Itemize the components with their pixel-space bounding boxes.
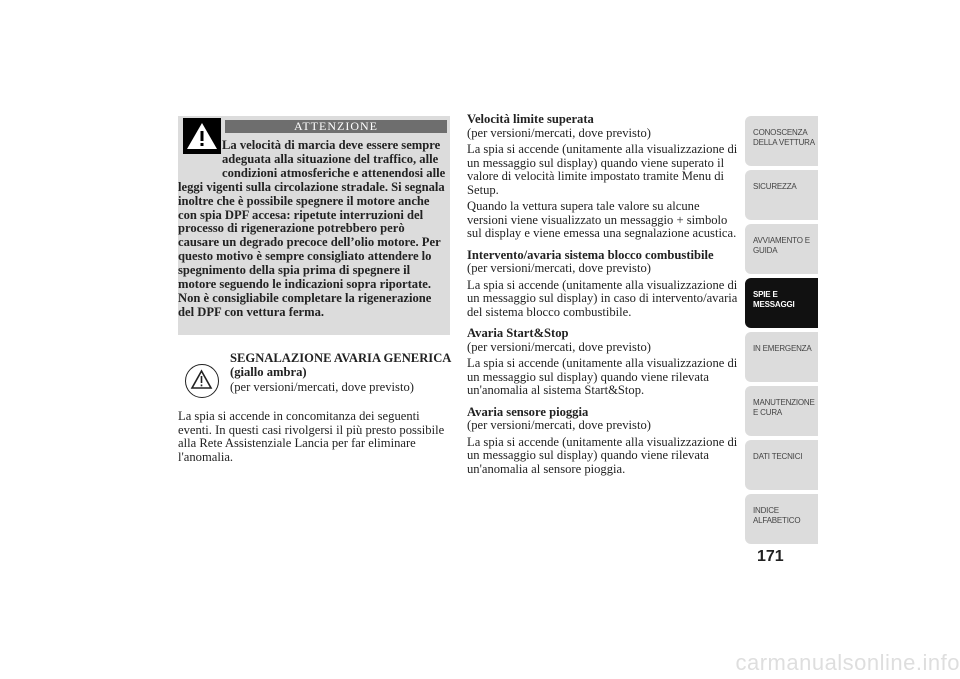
section-paragraph: La spia si accende (unitamente alla visualizzazione di un messaggio sul display) quando viene rilevata un'anomalia al sistema Start&Stop. xyxy=(467,356,738,397)
section-title: Avaria sensore pioggia xyxy=(467,404,589,419)
generic-fault-icon-frame xyxy=(185,364,219,398)
warning-text xyxy=(178,139,446,320)
tab-indice-alfabetico[interactable]: INDICE ALFABETICO xyxy=(745,494,818,544)
warning-header: ATTENZIONE xyxy=(225,120,447,133)
section-subtitle: (per versioni/mercati, dove previsto) xyxy=(467,261,651,275)
tab-conoscenza-della-vettura[interactable]: CONOSCENZA DELLA VETTURA xyxy=(745,116,818,166)
tab-manutenzione-e-cura[interactable]: MANUTENZIONE E CURA xyxy=(745,386,818,436)
section-subtitle: (per versioni/mercati, dove previsto) xyxy=(467,125,651,140)
generic-fault-title: SEGNALAZIONE AVARIA GENERICA (giallo ambra) xyxy=(230,351,451,379)
right-column xyxy=(467,113,741,484)
generic-fault-text: La spia si accende in concomitanza dei seguenti eventi. In questi casi rivolgersi il più presto possibile alla Rete Assistenziale Lancia per far eliminare l'anomalia. xyxy=(178,409,445,464)
tab-spie-e-messaggi[interactable]: SPIE E MESSAGGI xyxy=(745,278,818,328)
section-subtitle: (per versioni/mercati, dove previsto) xyxy=(467,339,651,354)
section-paragraph: La spia si accende (unitamente alla visualizzazione di un messaggio sul display) quando viene superato il valore di velocità limite impostato tramite Menu di Setup. xyxy=(467,142,738,197)
generic-fault-triangle-icon xyxy=(186,365,217,396)
chapter-tabs xyxy=(745,116,818,544)
section-rain-sensor xyxy=(467,406,741,477)
page-number: 171 xyxy=(757,548,784,565)
section-paragraph: La spia si accende (unitamente alla visualizzazione di un messaggio sul display) quando viene rilevata un'anomalia al sensore pioggia. xyxy=(467,434,738,476)
section-paragraph: Quando la vettura supera tale valore su alcune versioni viene visualizzato un messaggio + simbolo sul display e viene emessa una segnalazione acustica. xyxy=(467,199,737,240)
section-title: Velocità limite superata xyxy=(467,112,594,126)
tab-avviamento-e-guida[interactable]: AVVIAMENTO E GUIDA xyxy=(745,224,818,274)
tab-sicurezza[interactable]: SICUREZZA xyxy=(745,170,818,220)
section-subtitle: (per versioni/mercati, dove previsto) xyxy=(467,418,651,432)
section-paragraph: La spia si accende (unitamente alla visualizzazione di un messaggio sul display) in caso di intervento/avaria del sistema blocco combustibile. xyxy=(467,277,738,319)
warning-text-content: La velocità di marcia deve essere sempre adeguata alla situazione del traffico, alle condizioni atmosferiche e attenendosi alle leggi vigenti sulla circolazione stradale. Si segnala inoltre che è possibile spegnere il motore anche con spia DPF accesa: ripetute interruzioni del processo di rigenerazione potrebbero però causare un degrado precoce dell’olio motore. Per questo motivo è sempre consigliato attendere lo spegnimento della spia prima di spegnere il motore seguendo le indicazioni sopra riportate. Non è consigliabile completare la rigenerazione del DPF con vettura ferma. xyxy=(178,138,446,319)
tab-in-emergenza[interactable]: IN EMERGENZA xyxy=(745,332,818,382)
section-title: Avaria Start&Stop xyxy=(467,326,569,340)
section-speed-limit xyxy=(467,113,741,241)
section-fuel-block xyxy=(467,249,741,320)
watermark: carmanualsonline.info xyxy=(735,650,960,675)
tab-dati-tecnici[interactable]: DATI TECNICI xyxy=(745,440,818,490)
section-title: Intervento/avaria sistema blocco combustibile xyxy=(467,247,714,262)
section-start-stop xyxy=(467,327,741,398)
generic-fault-subtitle: (per versioni/mercati, dove previsto) xyxy=(230,380,414,394)
